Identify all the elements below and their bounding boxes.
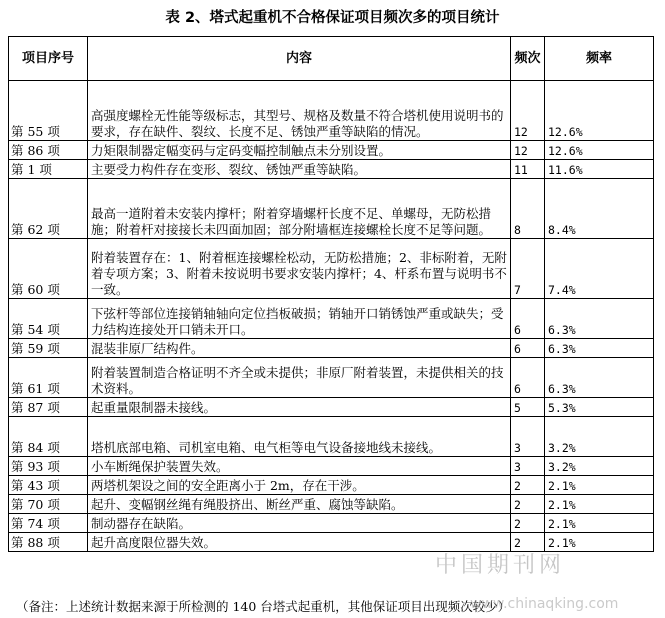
row-content-cell: 小车断绳保护装置失效。 bbox=[88, 457, 511, 476]
row-count-cell: 12 bbox=[511, 141, 545, 160]
table-row bbox=[9, 495, 654, 514]
row-rate-cell: 3.2% bbox=[545, 457, 654, 476]
row-content-cell: 高强度螺栓无性能等级标志，其型号、规格及数量不符合塔机使用说明书的要求，存在缺件、裂纹、长度不足、锈蚀严重等缺陷的情况。 bbox=[88, 81, 511, 141]
row-count-cell: 6 bbox=[511, 358, 545, 398]
row-id-cell: 第 93 项 bbox=[9, 457, 88, 476]
row-id-cell: 第 86 项 bbox=[9, 141, 88, 160]
table-row bbox=[9, 457, 654, 476]
row-count-cell: 6 bbox=[511, 339, 545, 358]
row-id-cell: 第 84 项 bbox=[9, 417, 88, 457]
row-content-cell: 主要受力构件存在变形、裂纹、锈蚀严重等缺陷。 bbox=[88, 160, 511, 179]
row-id-cell: 第 54 项 bbox=[9, 299, 88, 339]
watermark-logo: 中国期刊网 bbox=[435, 553, 566, 578]
table-row bbox=[9, 81, 654, 141]
table-row bbox=[9, 339, 654, 358]
row-id-cell: 第 1 项 bbox=[9, 160, 88, 179]
header-rate: 频率 bbox=[545, 37, 654, 81]
row-count-cell: 3 bbox=[511, 417, 545, 457]
row-id-cell: 第 88 项 bbox=[9, 533, 88, 552]
row-id-cell: 第 70 项 bbox=[9, 495, 88, 514]
row-rate-cell: 2.1% bbox=[545, 514, 654, 533]
row-id-cell: 第 43 项 bbox=[9, 476, 88, 495]
row-content-cell: 力矩限制器定幅变码与定码变幅控制触点未分别设置。 bbox=[88, 141, 511, 160]
row-id-cell: 第 74 项 bbox=[9, 514, 88, 533]
row-rate-cell: 8.4% bbox=[545, 179, 654, 239]
row-rate-cell: 2.1% bbox=[545, 476, 654, 495]
row-count-cell: 2 bbox=[511, 495, 545, 514]
row-rate-cell: 3.2% bbox=[545, 417, 654, 457]
row-content-cell: 制动器存在缺陷。 bbox=[88, 514, 511, 533]
row-rate-cell: 11.6% bbox=[545, 160, 654, 179]
row-content-cell: 附着装置存在：1、附着框连接螺栓松动，无防松措施；2、非标附着，无附着专项方案；3、附着未按说明书要求安装内撑杆；4、杆系布置与说明书不一致。 bbox=[88, 239, 511, 299]
table-row bbox=[9, 179, 654, 239]
row-content-cell: 起升高度限位器失效。 bbox=[88, 533, 511, 552]
row-id-cell: 第 62 项 bbox=[9, 179, 88, 239]
row-content-cell: 附着装置制造合格证明不齐全或未提供；非原厂附着装置，未提供相关的技术资料。 bbox=[88, 358, 511, 398]
row-count-cell: 6 bbox=[511, 299, 545, 339]
row-content-cell: 混装非原厂结构件。 bbox=[88, 339, 511, 358]
header-count: 频次 bbox=[511, 37, 545, 81]
table-row bbox=[9, 239, 654, 299]
row-id-cell: 第 55 项 bbox=[9, 81, 88, 141]
row-content-cell: 塔机底部电箱、司机室电箱、电气柜等电气设备接地线未接线。 bbox=[88, 417, 511, 457]
row-rate-cell: 12.6% bbox=[545, 81, 654, 141]
header-id: 项目序号 bbox=[9, 37, 88, 81]
row-count-cell: 3 bbox=[511, 457, 545, 476]
table-title: 表 2、塔式起重机不合格保证项目频次多的项目统计 bbox=[165, 10, 500, 26]
row-rate-cell: 5.3% bbox=[545, 398, 654, 417]
row-count-cell: 11 bbox=[511, 160, 545, 179]
row-rate-cell: 7.4% bbox=[545, 239, 654, 299]
row-content-cell: 两塔机架设之间的安全距离小于 2m，存在干涉。 bbox=[88, 476, 511, 495]
row-count-cell: 7 bbox=[511, 239, 545, 299]
table-row bbox=[9, 398, 654, 417]
footnote: （备注：上述统计数据来源于所检测的 140 台塔式起重机，其他保证项目出现频次较少） bbox=[16, 599, 511, 614]
row-content-cell: 起升、变幅钢丝绳有绳股挤出、断丝严重、腐蚀等缺陷。 bbox=[88, 495, 511, 514]
row-rate-cell: 12.6% bbox=[545, 141, 654, 160]
table-row bbox=[9, 417, 654, 457]
watermark-url: www.chinaqking.com bbox=[470, 596, 619, 612]
table-row bbox=[9, 476, 654, 495]
row-rate-cell: 6.3% bbox=[545, 339, 654, 358]
table-row bbox=[9, 160, 654, 179]
row-content-cell: 最高一道附着未安装内撑杆；附着穿墙螺杆长度不足、单螺母，无防松措施；附着杆对接接长未四面加固；部分附墙框连接螺栓长度不足等问题。 bbox=[88, 179, 511, 239]
row-content-cell: 下弦杆等部位连接销轴轴向定位挡板破损；销轴开口销锈蚀严重或缺失；受力结构连接处开口销未开口。 bbox=[88, 299, 511, 339]
row-count-cell: 12 bbox=[511, 81, 545, 141]
row-count-cell: 5 bbox=[511, 398, 545, 417]
row-content-cell: 起重量限制器未接线。 bbox=[88, 398, 511, 417]
header-content: 内容 bbox=[88, 37, 511, 81]
row-count-cell: 8 bbox=[511, 179, 545, 239]
table-row bbox=[9, 141, 654, 160]
row-id-cell: 第 87 项 bbox=[9, 398, 88, 417]
row-count-cell: 2 bbox=[511, 533, 545, 552]
table-header-row bbox=[9, 37, 654, 81]
row-count-cell: 2 bbox=[511, 514, 545, 533]
row-id-cell: 第 60 项 bbox=[9, 239, 88, 299]
row-rate-cell: 6.3% bbox=[545, 299, 654, 339]
table-row bbox=[9, 299, 654, 339]
row-rate-cell: 6.3% bbox=[545, 358, 654, 398]
row-count-cell: 2 bbox=[511, 476, 545, 495]
row-id-cell: 第 59 项 bbox=[9, 339, 88, 358]
row-rate-cell: 2.1% bbox=[545, 533, 654, 552]
table-row bbox=[9, 514, 654, 533]
row-id-cell: 第 61 项 bbox=[9, 358, 88, 398]
table-body bbox=[9, 81, 654, 552]
row-rate-cell: 2.1% bbox=[545, 495, 654, 514]
statistics-table bbox=[8, 36, 654, 552]
table-row bbox=[9, 358, 654, 398]
